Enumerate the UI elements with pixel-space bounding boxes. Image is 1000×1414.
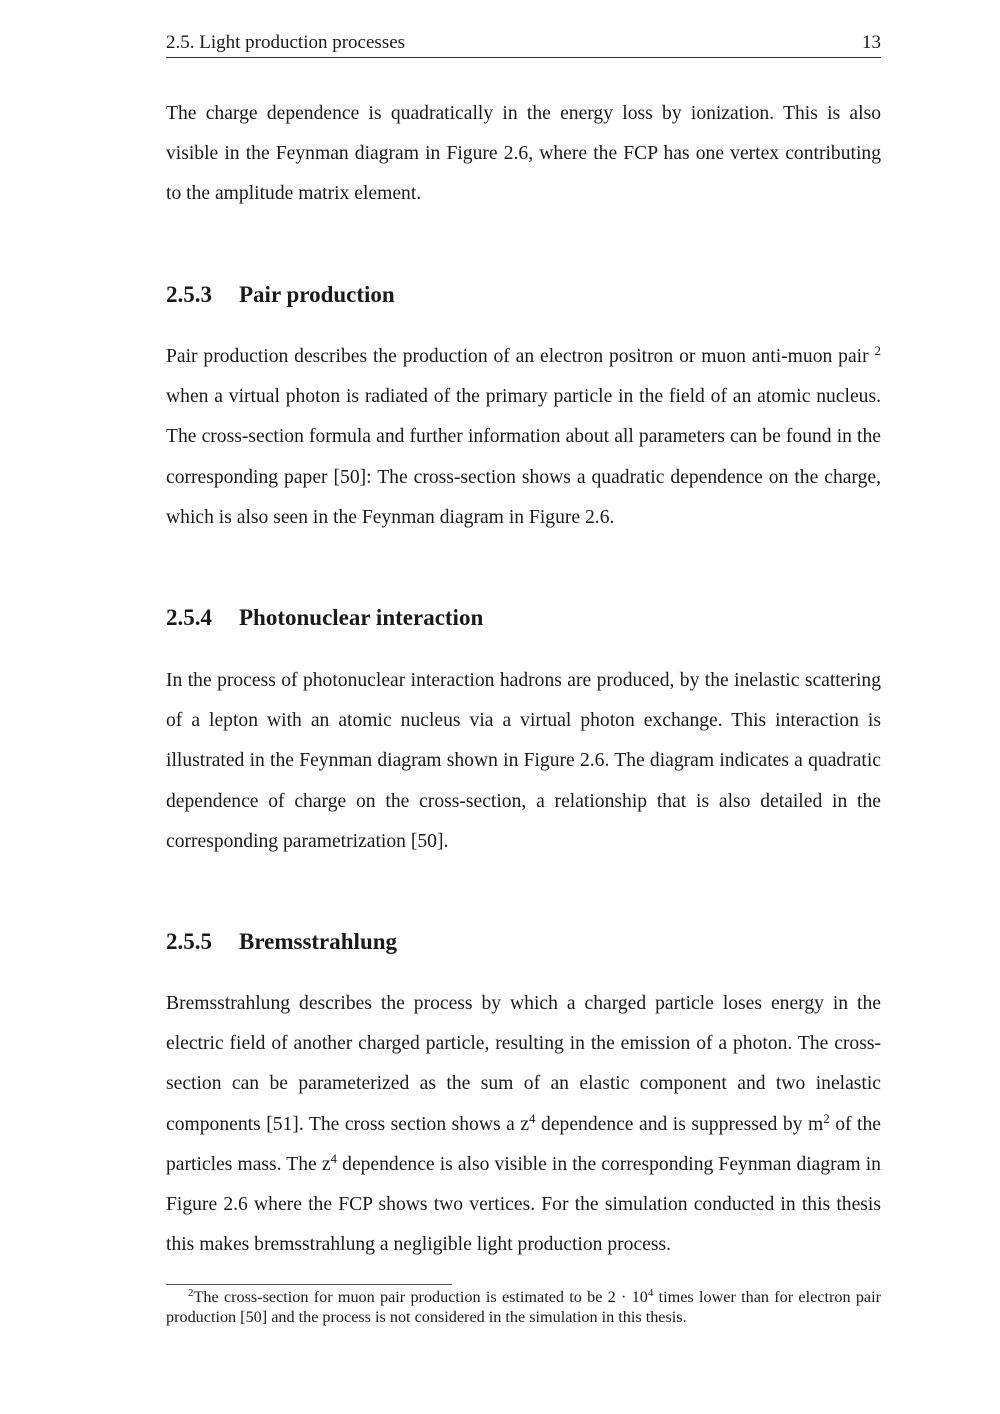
footnote-reference[interactable]: 2 (874, 343, 881, 358)
section-title: Bremsstrahlung (239, 929, 398, 954)
section-title: Photonuclear interaction (239, 605, 484, 630)
photonuclear-paragraph: In the process of photonuclear interaction hadrons are produced, by the inelastic scattering of a lepton with an atomic nucleus via a virtual photon exchange. This interaction is illustrated in the Feynman diagram shown in Figure 2.6. The diagram indicates a quadratic dependence of charge on the cross-section, a relationship that is also detailed in the corresponding parametrization [50]. (166, 670, 881, 852)
footnote-text: The cross-section for muon pair production is estimated to be 2 · 10 (193, 1288, 648, 1306)
section-heading-bremsstrahlung (166, 927, 881, 957)
footnote (166, 1287, 881, 1327)
paragraph-text: when a virtual photon is radiated of the primary particle in the field of an atomic nucleus. The cross-section formula and further information about all parameters can be found in the corresponding paper [50]: The cross-section shows a quadratic dependence on the charge, which is also seen in the Feynman diagram in Figure 2.6. (166, 386, 881, 528)
footnote-text: times lower than for electron pair production [50] and the process is not considered in the simulation in this thesis. (166, 1288, 882, 1326)
bremsstrahlung-paragraph (166, 984, 881, 1265)
section-title: Pair production (239, 282, 395, 307)
header-title: 2.5. Light production processes (166, 32, 406, 53)
exponent: 4 (647, 1287, 654, 1299)
section-number: 2.5.3 (166, 282, 212, 307)
running-header (166, 31, 881, 58)
pair-production-paragraph (166, 337, 881, 538)
section-number: 2.5.5 (166, 929, 212, 954)
footnote-marker: 2 (188, 1287, 194, 1299)
exponent: 2 (823, 1110, 830, 1126)
footnote-rule (166, 1284, 452, 1285)
paragraph-text: Bremsstrahlung describes the process by which a charged particle loses energy in the electric field of another charged particle, resulting in the emission of a photon. The cross-section can be parameterized as the sum of an elastic component and two inelastic components [51]. The cross section shows a z (166, 993, 881, 1135)
section-heading-pair-production (166, 280, 881, 310)
page-number: 13 (862, 32, 881, 53)
paragraph-text: dependence is also visible in the corresponding Feynman diagram in Figure 2.6 where the FCP shows two vertices. For the simulation conducted in this thesis this makes bremsstrahlung a negligible light production process. (166, 1153, 881, 1256)
section-number: 2.5.4 (166, 605, 212, 630)
exponent: 4 (529, 1110, 536, 1126)
paragraph-text: Pair production describes the production of an electron positron or muon anti-muon pair (166, 346, 875, 367)
section-heading-photonuclear-interaction (166, 603, 881, 633)
intro-paragraph: The charge dependence is quadratically in the energy loss by ionization. This is also visible in the Feynman diagram in Figure 2.6, where the FCP has one vertex contributing to the amplitude matrix element. (166, 103, 881, 205)
paragraph-text: of the particles mass. The z (166, 1113, 881, 1175)
paragraph-text: dependence and is suppressed by m (535, 1113, 824, 1135)
exponent: 4 (330, 1150, 338, 1166)
